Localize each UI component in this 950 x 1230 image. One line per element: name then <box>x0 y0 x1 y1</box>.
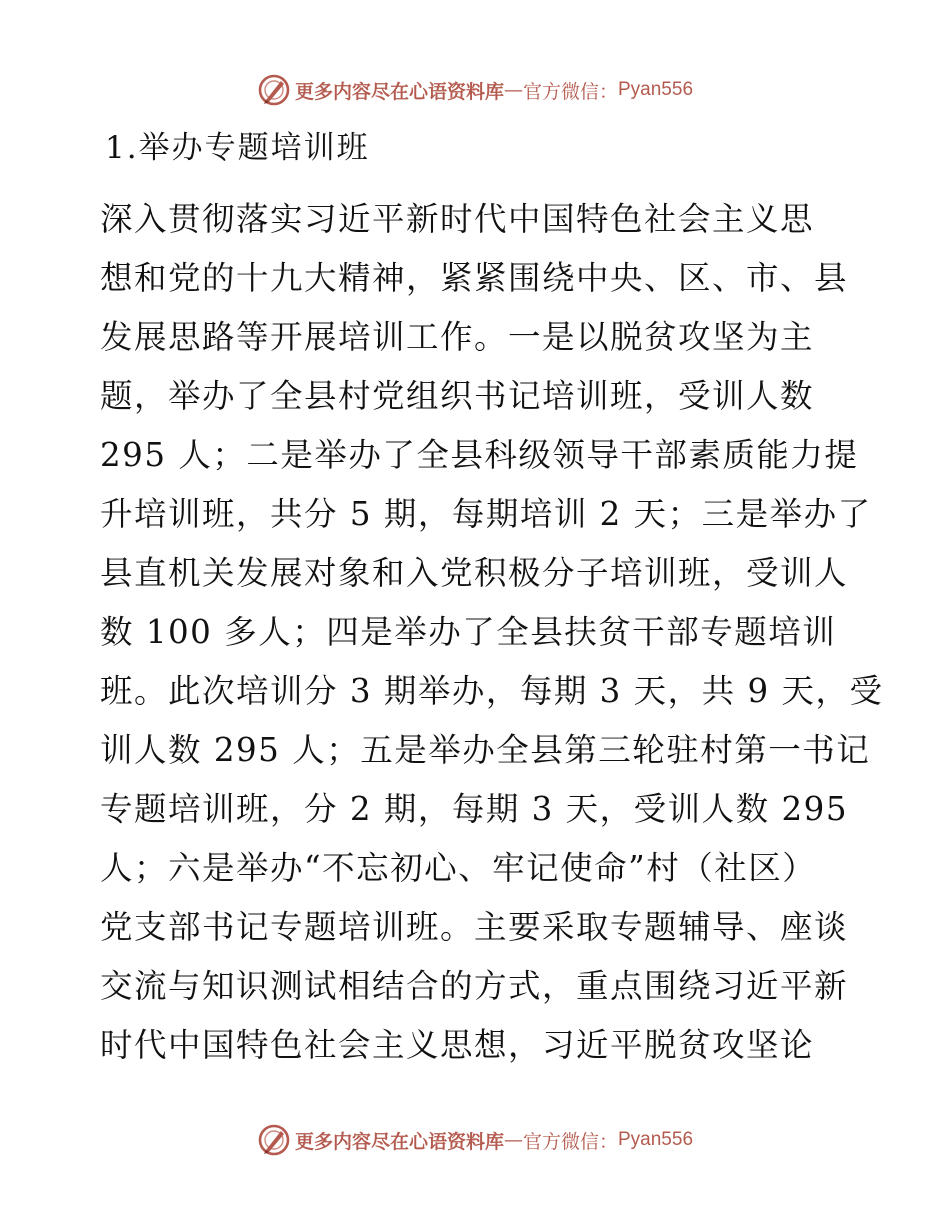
text-line: 数 100 多人；四是举办了全县扶贫干部专题培训 <box>100 613 837 651</box>
watermark-text: 更多内容尽在心语资料库 <box>294 80 504 103</box>
text-line: 班。此次培训分 3 期举办，每期 3 天，共 9 天，受 <box>100 672 884 710</box>
watermark-text: 更多内容尽在心语资料库 <box>294 1130 504 1153</box>
pen-circle-logo-icon <box>257 73 291 107</box>
text-line: 295 人；二是举办了全县科级领导干部素质能力提 <box>100 436 859 474</box>
watermark-wechat-label: 官方微信： <box>522 80 618 103</box>
text-line: 专题培训班，分 2 期，每期 3 天，受训人数 295 <box>100 790 849 828</box>
text-line: 时代中国特色社会主义思想，习近平脱贫攻坚论 <box>100 1026 815 1064</box>
watermark-wechat-id: Pyan556 <box>618 79 694 100</box>
watermark-separator: — <box>503 1129 523 1151</box>
text-line: 县直机关发展对象和入党积极分子培训班，受训人 <box>100 554 849 592</box>
text-line: 想和党的十九大精神，紧紧围绕中央、区、市、县 <box>100 259 849 297</box>
text-line: 发展思路等开展培训工作。一是以脱贫攻坚为主 <box>100 318 815 356</box>
watermark-wechat-label: 官方微信： <box>522 1130 618 1153</box>
text-line: 升培训班，共分 5 期，每期培训 2 天；三是举办了 <box>100 495 872 533</box>
watermark-separator: — <box>503 79 523 101</box>
watermark-banner-bottom <box>0 1120 950 1160</box>
text-line: 题，举办了全县村党组织书记培训班，受训人数 <box>100 377 815 415</box>
section-heading: 1.举办专题培训班 <box>105 130 370 166</box>
text-line: 交流与知识测试相结合的方式，重点围绕习近平新 <box>100 967 849 1005</box>
body-paragraph <box>100 190 884 1075</box>
text-line: 深入贯彻落实习近平新时代中国特色社会主义思 <box>100 200 815 238</box>
text-line: 人；六是举办“不忘初心、牢记使命”村（社区） <box>100 849 817 887</box>
watermark-wechat-id: Pyan556 <box>618 1129 694 1150</box>
text-line: 训人数 295 人；五是举办全县第三轮驻村第一书记 <box>100 731 871 769</box>
pen-circle-logo-icon <box>257 1123 291 1157</box>
watermark-banner-top <box>0 70 950 110</box>
text-line: 党支部书记专题培训班。主要采取专题辅导、座谈 <box>100 908 849 946</box>
